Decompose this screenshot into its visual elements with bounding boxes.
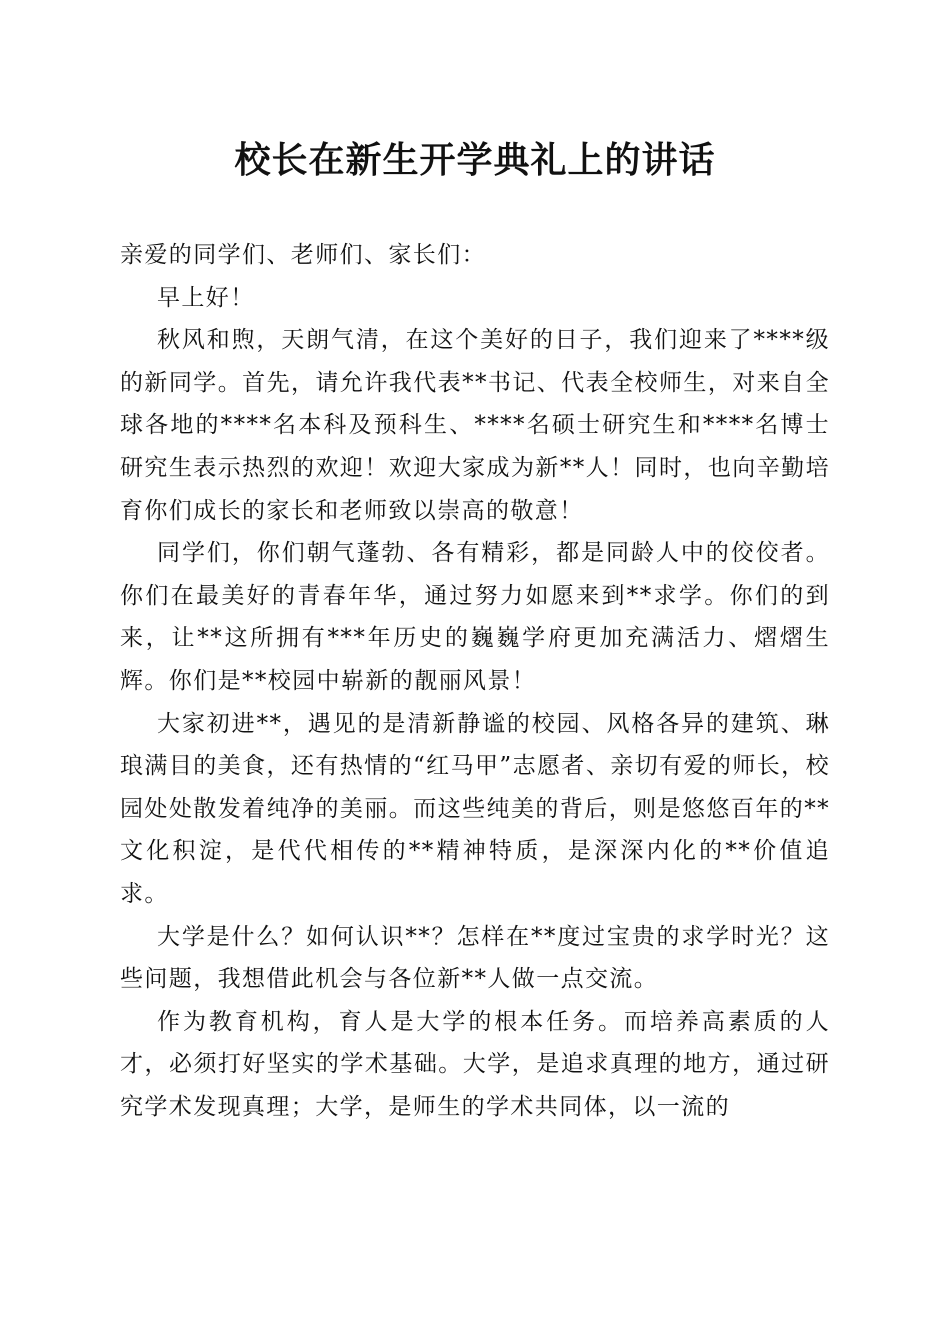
paragraph-welcome: 秋风和煦，天朗气清，在这个美好的日子，我们迎来了****级的新同学。首先，请允许我代表**书记、代表全校师生，对来自全球各地的****名本科及预科生、****名硕士研究生和****名博士研究生表示热烈的欢迎！欢迎大家成为新**人！同时，也向辛勤培育你们成长的家长和老师致以崇高的敬意！ [120,327,830,524]
paragraph-students: 同学们，你们朝气蓬勃、各有精彩，都是同龄人中的佼佼者。你们在最美好的青春年华，通过努力如愿来到**求学。你们的到来，让**这所拥有***年历史的巍巍学府更加充满活力、熠熠生辉。你们是**校园中崭新的靓丽风景！ [120,540,830,694]
document-title: 校长在新生开学典礼上的讲话 [234,139,716,181]
paragraph-greeting: 早上好！ [157,284,255,311]
salutation: 亲爱的同学们、老师们、家长们： [120,242,486,268]
document-body [120,234,830,1128]
paragraph-questions: 大学是什么？如何认识**？怎样在**度过宝贵的求学时光？这些问题，我想借此机会与各位新**人做一点交流。 [120,923,830,993]
paragraph-education: 作为教育机构，育人是大学的根本任务。而培养高素质的人才，必须打好坚实的学术基础。大学，是追求真理的地方，通过研究学术发现真理；大学，是师生的学术共同体，以一流的 [120,1008,830,1120]
paragraph-campus: 大家初进**，遇见的是清新静谧的校园、风格各异的建筑、琳琅满目的美食，还有热情的“红马甲”志愿者、亲切有爱的师长，校园处处散发着纯净的美丽。而这些纯美的背后，则是悠悠百年的**文化积淀，是代代相传的**精神特质，是深深内化的**价值追求。 [120,710,830,907]
